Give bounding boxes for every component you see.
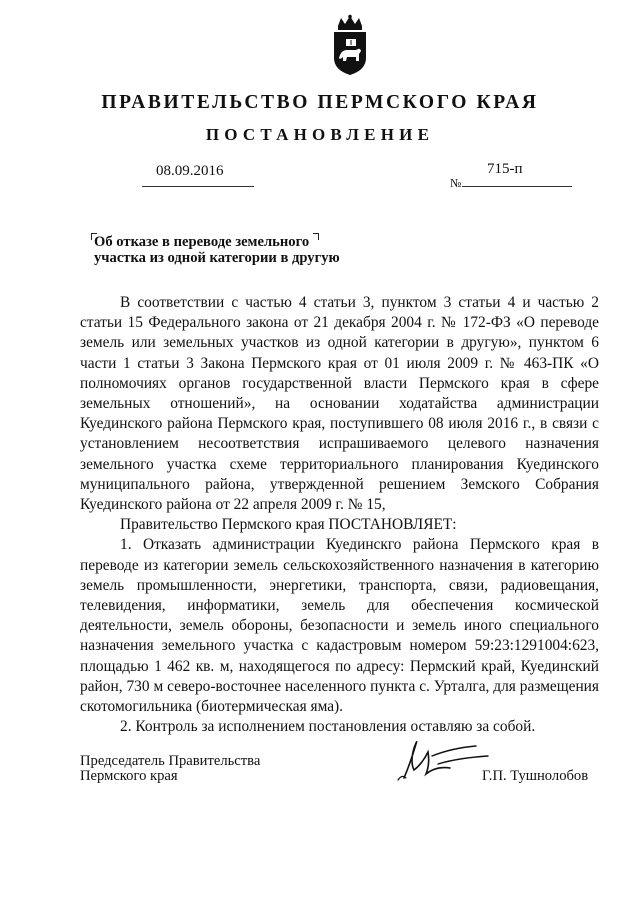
resolution-paragraph: Правительство Пермского края ПОСТАНОВЛЯЕТ: (120, 516, 457, 534)
government-title: ПРАВИТЕЛЬСТВО ПЕРМСКОГО КРАЯ (101, 92, 539, 113)
document-body (80, 293, 599, 737)
subject-line-1: Об отказе в переводе земельного (94, 234, 310, 250)
number-sign: № (450, 176, 462, 190)
document-number: 715-п (487, 161, 523, 177)
number-underline (462, 186, 572, 187)
clause-1-paragraph: 1. Отказать администрации Куединскго района Пермского края в переводе из категории земель сельскохозяйственного назначения в категорию земель промышленности, энергетики, транспорта, связи, радиовещания, телевидения, информатики, земель для обеспечения космической деятельности, земель обороны, безопасности и земель иного специального назначения земельного участка с кадастровым номером 59:23:1291004:623, площадью 1 462 кв. м, находящегося по адресу: Пермский край, Куединский район, 730 м северо-восточнее населенного пункта с. Урталга, для размещения скотомогильника (биотермическая яма). (80, 536, 599, 716)
document-type: ПОСТАНОВЛЕНИЕ (205, 125, 435, 144)
subject-line-2: участка из одной категории в другую (94, 250, 340, 266)
date-underline (142, 186, 254, 187)
signatory-name: Г.П. Тушнолобов (482, 768, 589, 784)
perm-krai-coat-of-arms-icon (329, 14, 371, 76)
signatory-position (80, 754, 260, 784)
signatory-position-line-1: Председатель Правительства (80, 753, 261, 769)
handwritten-signature (392, 734, 492, 784)
document-date: 08.09.2016 (156, 163, 224, 179)
document-subject (94, 234, 394, 266)
signatory-position-line-2: Пермского края (80, 768, 178, 784)
preamble-paragraph: В соответствии с частью 4 статьи 3, пунктом 3 статьи 4 и частью 2 статьи 15 Федерального закона от 21 декабря 2004 г. № 172-ФЗ «О переводе земель или земельных участков из одной категории в другую», пунктом 6 части 1 статьи 3 Закона Пермского края от 01 июля 2009 г. № 463-ПК «О полномочиях органов государственной власти Пермского края в сфере земельных отношений», на основании ходатайства администрации Куединского района Пермского края, поступившего 08 июля 2016 г., в связи с установлением несоответствия испрашиваемого целевого назначения земельного участка схеме территориального планирования Куединского муниципального района, утвержденной решением Земского Собрания Куединского района от 22 апреля 2009 г. № 15, (80, 294, 599, 514)
clause-2-paragraph: 2. Контроль за исполнением постановления оставляю за собой. (120, 718, 536, 736)
